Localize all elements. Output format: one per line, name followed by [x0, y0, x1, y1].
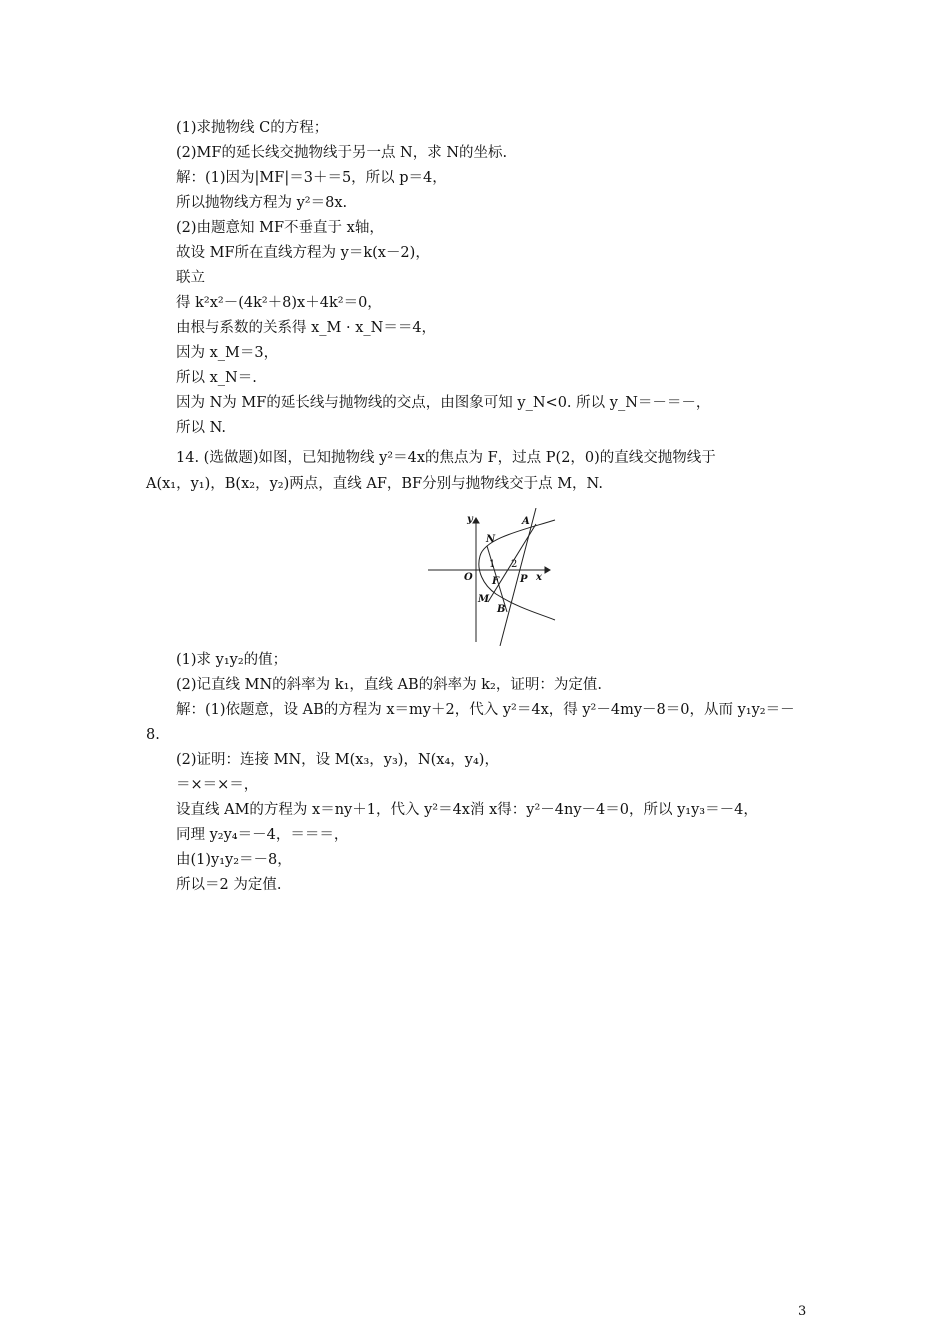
line-18: 解：(1)依题意，设 AB的方程为 x＝my＋2，代入 y²＝4x，得 y²－4my－8＝0，从而 y₁y₂＝－ — [176, 702, 795, 718]
label-B: B — [497, 604, 506, 615]
line-7: 联立 — [176, 270, 205, 286]
label-M: M — [478, 594, 490, 605]
label-y: y — [467, 514, 473, 525]
parabola-figure — [428, 508, 563, 646]
line-4: 所以抛物线方程为 y²＝8x. — [176, 195, 348, 211]
line-22: 设直线 AM的方程为 x＝ny＋1，代入 y²＝4x消 x得：y²－4ny－4＝0，所以 y₁y₃＝－4， — [176, 802, 758, 818]
line-15: A(x₁，y₁)，B(x₂，y₂)两点，直线 AF，BF分别与抛物线交于点 M，N. — [146, 476, 603, 492]
line-12: 因为 N为 MF的延长线与抛物线的交点，由图象可知 y_N<0. 所以 y_N＝－＝－， — [176, 395, 711, 411]
line-3: 解：(1)因为|MF|＝3＋＝5，所以 p＝4， — [176, 170, 447, 186]
y-axis-arrow — [473, 518, 479, 523]
label-F: F — [492, 576, 500, 587]
label-2: 2 — [511, 559, 518, 570]
line-20: (2)证明：连接 MN，设 M(x₃，y₃)，N(x₄，y₄)， — [176, 752, 499, 768]
line-17: (2)记直线 MN的斜率为 k₁，直线 AB的斜率为 k₂，证明：为定值. — [176, 677, 602, 693]
line-6: 故设 MF所在直线方程为 y＝k(x－2)， — [176, 245, 430, 261]
label-P: P — [520, 574, 528, 585]
label-N: N — [486, 534, 496, 545]
page-number: 3 — [798, 1304, 807, 1319]
line-23: 同理 y₂y₄＝－4，＝＝＝， — [176, 827, 349, 843]
line-16: (1)求 y₁y₂的值； — [176, 652, 288, 668]
line-1: (1)求抛物线 C的方程； — [176, 120, 329, 136]
line-5: (2)由题意知 MF不垂直于 x轴， — [176, 220, 384, 236]
line-AB — [500, 508, 536, 646]
line-21: ＝×＝×＝， — [176, 777, 259, 793]
line-14: 14. (选做题)如图，已知抛物线 y²＝4x的焦点为 F，过点 P(2，0)的直线交抛物线于 — [176, 450, 716, 466]
line-19: 8. — [146, 727, 160, 743]
label-A: A — [522, 516, 530, 527]
line-2: (2)MF的延长线交抛物线于另一点 N，求 N的坐标. — [176, 145, 508, 161]
line-9: 由根与系数的关系得 x_M · x_N＝＝4， — [176, 320, 437, 336]
line-13: 所以 N. — [176, 420, 226, 436]
line-8: 得 k²x²－(4k²＋8)x＋4k²＝0， — [176, 295, 382, 311]
x-axis-arrow — [545, 567, 550, 573]
line-24: 由(1)y₁y₂＝－8， — [176, 852, 292, 868]
line-10: 因为 x_M＝3， — [176, 345, 279, 361]
line-25: 所以＝2 为定值. — [176, 877, 282, 893]
line-11: 所以 x_N＝. — [176, 370, 257, 386]
label-1: 1 — [489, 559, 496, 570]
label-O: O — [464, 572, 473, 583]
label-x: x — [536, 572, 542, 583]
